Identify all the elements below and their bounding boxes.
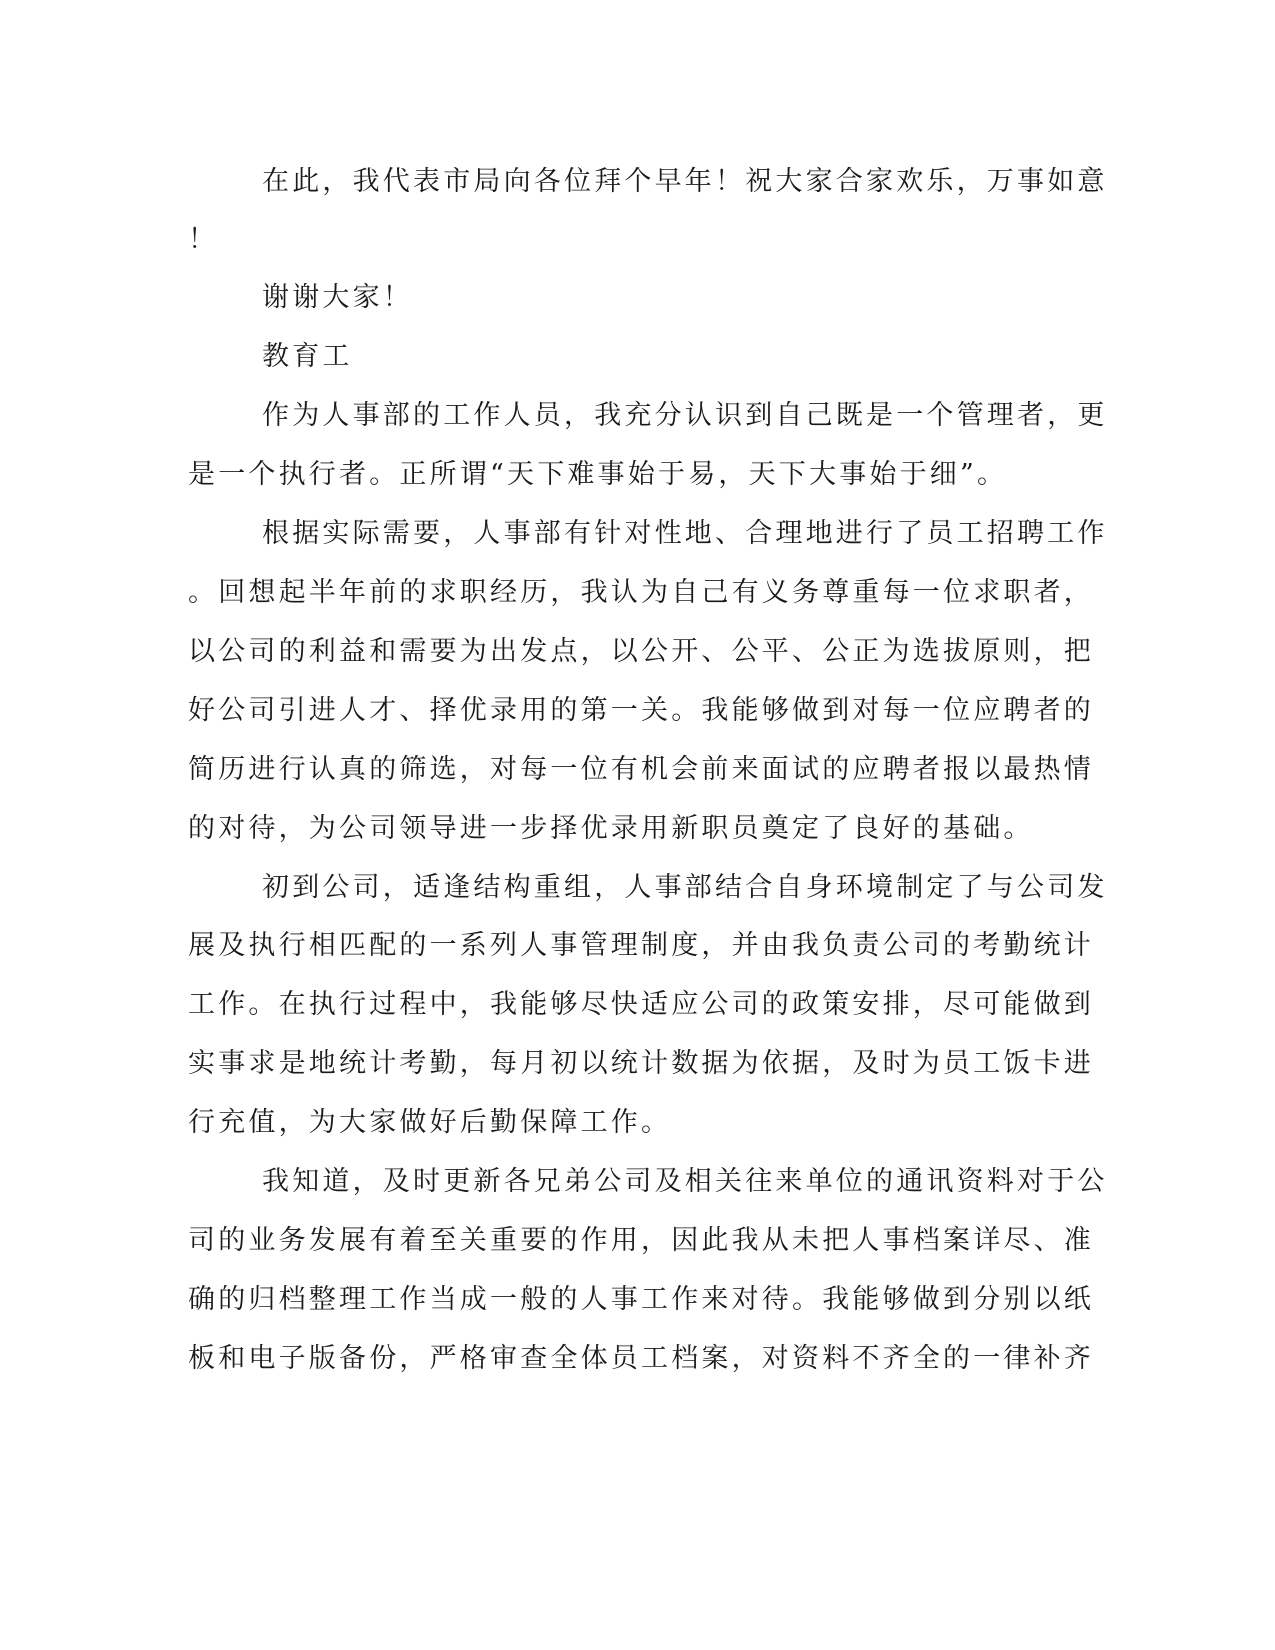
text-line: 。回想起半年前的求职经历，我认为自己有义务尊重每一位求职者， <box>188 577 1094 608</box>
text-line: 以公司的利益和需要为出发点，以公开、公平、公正为选拔原则，把 <box>188 636 1094 667</box>
text-line: 我知道，及时更新各兄弟公司及相关往来单位的通讯资料对于公 <box>262 1166 1108 1197</box>
text-line: 确的归档整理工作当成一般的人事工作来对待。我能够做到分别以纸 <box>188 1284 1094 1315</box>
text-line: 教育工 <box>262 341 353 372</box>
text-line: 在此，我代表市局向各位拜个早年！祝大家合家欢乐，万事如意 <box>262 166 1108 197</box>
text-line: 司的业务发展有着至关重要的作用，因此我从未把人事档案详尽、准 <box>188 1225 1094 1256</box>
text-line: 工作。在执行过程中，我能够尽快适应公司的政策安排，尽可能做到 <box>188 989 1094 1020</box>
text-line: 展及执行相匹配的一系列人事管理制度，并由我负责公司的考勤统计 <box>188 930 1094 961</box>
text-line: 初到公司，适逢结构重组，人事部结合自身环境制定了与公司发 <box>262 872 1108 903</box>
text-line: 根据实际需要，人事部有针对性地、合理地进行了员工招聘工作 <box>262 518 1108 549</box>
text-line: 实事求是地统计考勤，每月初以统计数据为依据，及时为员工饭卡进 <box>188 1048 1094 1079</box>
text-line: 的对待，为公司领导进一步择优录用新职员奠定了良好的基础。 <box>188 813 1034 844</box>
text-line: 板和电子版备份，严格审查全体员工档案，对资料不齐全的一律补齐 <box>188 1343 1094 1374</box>
text-line: 是一个执行者。正所谓“天下难事始于易，天下大事始于细”。 <box>188 459 1008 490</box>
text-line: 行充值，为大家做好后勤保障工作。 <box>188 1107 672 1138</box>
text-line: ！ <box>188 224 219 255</box>
text-line: 作为人事部的工作人员，我充分认识到自己既是一个管理者，更 <box>262 400 1108 431</box>
text-line: 简历进行认真的筛选，对每一位有机会前来面试的应聘者报以最热情 <box>188 754 1094 785</box>
text-line: 好公司引进人才、择优录用的第一关。我能够做到对每一位应聘者的 <box>188 695 1094 726</box>
text-line: 谢谢大家！ <box>262 282 413 313</box>
